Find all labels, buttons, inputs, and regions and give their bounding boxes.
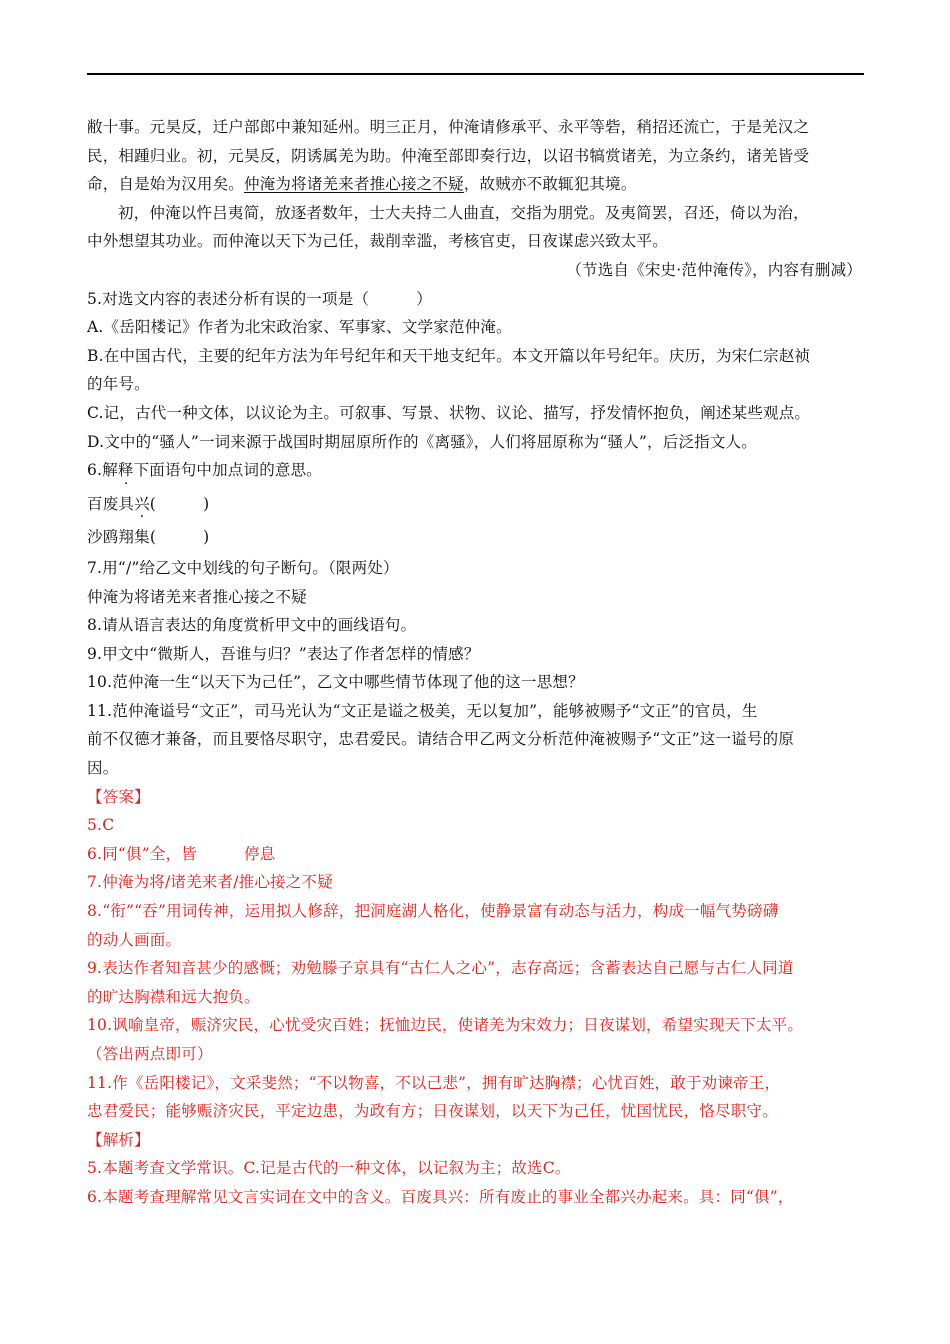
question-6: 6.解释下面语句中加点词的意思。 [87, 461, 322, 480]
question-8: 8.请从语言表达的角度赏析甲文中的画线语句。 [87, 616, 417, 635]
question-7-sentence: 仲淹为将诸羌来者推心接之不疑 [87, 587, 307, 606]
question-9: 9.甲文中“微斯人，吾谁与归？”表达了作者怎样的情感？ [87, 644, 480, 663]
item-text: 兴( ) [134, 494, 210, 513]
option-a: A.《岳阳楼记》作者为北宋政治家、军事家、文学家范仲淹。 [87, 318, 512, 337]
answer-11: 11.作《岳阳楼记》，文采斐然；“不以物喜，不以己悲”，拥有旷达胸襟；心忧百姓，敢于劝谏帝王， [87, 1073, 781, 1092]
option-b: B.在中国古代，主要的纪年方法为年号纪年和天干地支纪年。本文开篇以年号纪年。庆历，为宋仁宗赵祯 [87, 346, 811, 365]
answer-10: 10.讽喻皇帝，赈济灾民，心忧受灾百姓；抚恤边民，使诸羌为宋效力；日夜谋划，希望实现天下太平。 [87, 1016, 804, 1035]
passage-line [87, 170, 864, 199]
document-body [87, 113, 864, 1212]
analysis-6: 6.本题考查理解常见文言实词在文中的含义。百废具兴：所有废止的事业全都兴办起来。具：同“俱”， [87, 1187, 794, 1206]
answer-9-cont: 的旷达胸襟和远大抱负。 [87, 987, 260, 1006]
dotted-word: 集 [134, 528, 150, 547]
answer-6: 6.同“俱”全，皆 停息 [87, 844, 276, 863]
passage-text: 命，自是始为汉用矣。 [87, 175, 245, 194]
question-11-cont: 前不仅德才兼备，而且要恪尽职守，忠君爱民。请结合甲乙两文分析范仲淹被赐予“文正”这一谥号的原 [87, 730, 795, 749]
answer-5: 5.C [87, 816, 115, 835]
passage-line: 民，相踵归业。初，元昊反，阴诱属羌为助。仲淹至部即奏行边，以诏书犒赏诸羌，为立条约，诸羌皆受 [87, 146, 810, 165]
answer-10-cont: （答出两点即可） [87, 1045, 213, 1063]
answer-7: 7.仲淹为将/诸羌来者/推心接之不疑 [87, 873, 333, 892]
passage-text: ，故贼亦不敢辄犯其境。 [463, 175, 637, 194]
question-11-cont: 因。 [87, 759, 119, 778]
option-c: C.记，古代一种文体，以议论为主。可叙事、写景、状物、议论、描写，抒发情怀抱负，阐述某些观点。 [87, 403, 811, 422]
option-b-cont: 的年号。 [87, 375, 150, 394]
underlined-sentence: 仲淹为将诸羌来者推心接之不疑 [244, 175, 464, 194]
passage-source: （节选自《宋史·范仲淹传》，内容有删减） [566, 260, 862, 279]
question-10: 10.范仲淹一生“以天下为己任”，乙文中哪些情节体现了他的这一思想？ [87, 673, 584, 692]
question-11: 11.范仲淹谥号“文正”，司马光认为“文正是谥之极美，无以复加”，能够被赐予“文正”的官员，生 [87, 701, 758, 720]
passage-line: 中外想望其功业。而仲淹以天下为己任，裁削幸滥，考核官吏，日夜谋虑兴致太平。 [87, 232, 668, 251]
answer-9: 9.表达作者知音甚少的感慨；劝勉滕子京具有“古仁人之心”，志存高远；含蓄表达自己愿与古仁人同道 [87, 959, 794, 978]
answer-11-cont: 忠君爱民；能够赈济灾民，平定边患，为政有方；日夜谋划，以天下为己任，忧国忧民，恪尽职守。 [87, 1102, 778, 1121]
question-7: 7.用“/”给乙文中划线的句子断句。（限两处） [87, 558, 399, 577]
dotted-word: 具 [118, 494, 135, 513]
analysis-label: 【解析】 [87, 1130, 150, 1149]
answer-label: 【答案】 [87, 787, 150, 806]
answer-8: 8.“衔”“吞”用词传神，运用拟人修辞，把洞庭湖人格化，使静景富有动态与活力，构成一幅气势磅礴 [87, 902, 779, 921]
item-text: 百废 [87, 494, 119, 513]
item-text: ( ) [149, 528, 210, 547]
passage-line: 敝十事。元昊反，迁户部郎中兼知延州。明三正月，仲淹请修承平、永平等砦，稍招还流亡，于是羌汉之 [87, 118, 810, 136]
item-text: 沙鸥翔 [87, 528, 135, 547]
header-rule [87, 73, 864, 75]
question-6-item [87, 523, 864, 552]
question-5: 5.对选文内容的表述分析有误的一项是（ ） [87, 289, 432, 308]
answer-8-cont: 的动人画面。 [87, 930, 182, 949]
passage-line: 初，仲淹以忤吕夷简，放逐者数年，士大夫持二人曲直，交指为朋党。及夷简罢，召还，倚以为治， [118, 203, 809, 222]
option-d: D.文中的“骚人”一词来源于战国时期屈原所作的《离骚》，人们将屈原称为“骚人”，后泛指文人。 [87, 432, 757, 451]
analysis-5: 5.本题考查文学常识。C.记是古代的一种文体，以记叙为主；故选C。 [87, 1159, 571, 1178]
question-6-item [87, 490, 864, 519]
